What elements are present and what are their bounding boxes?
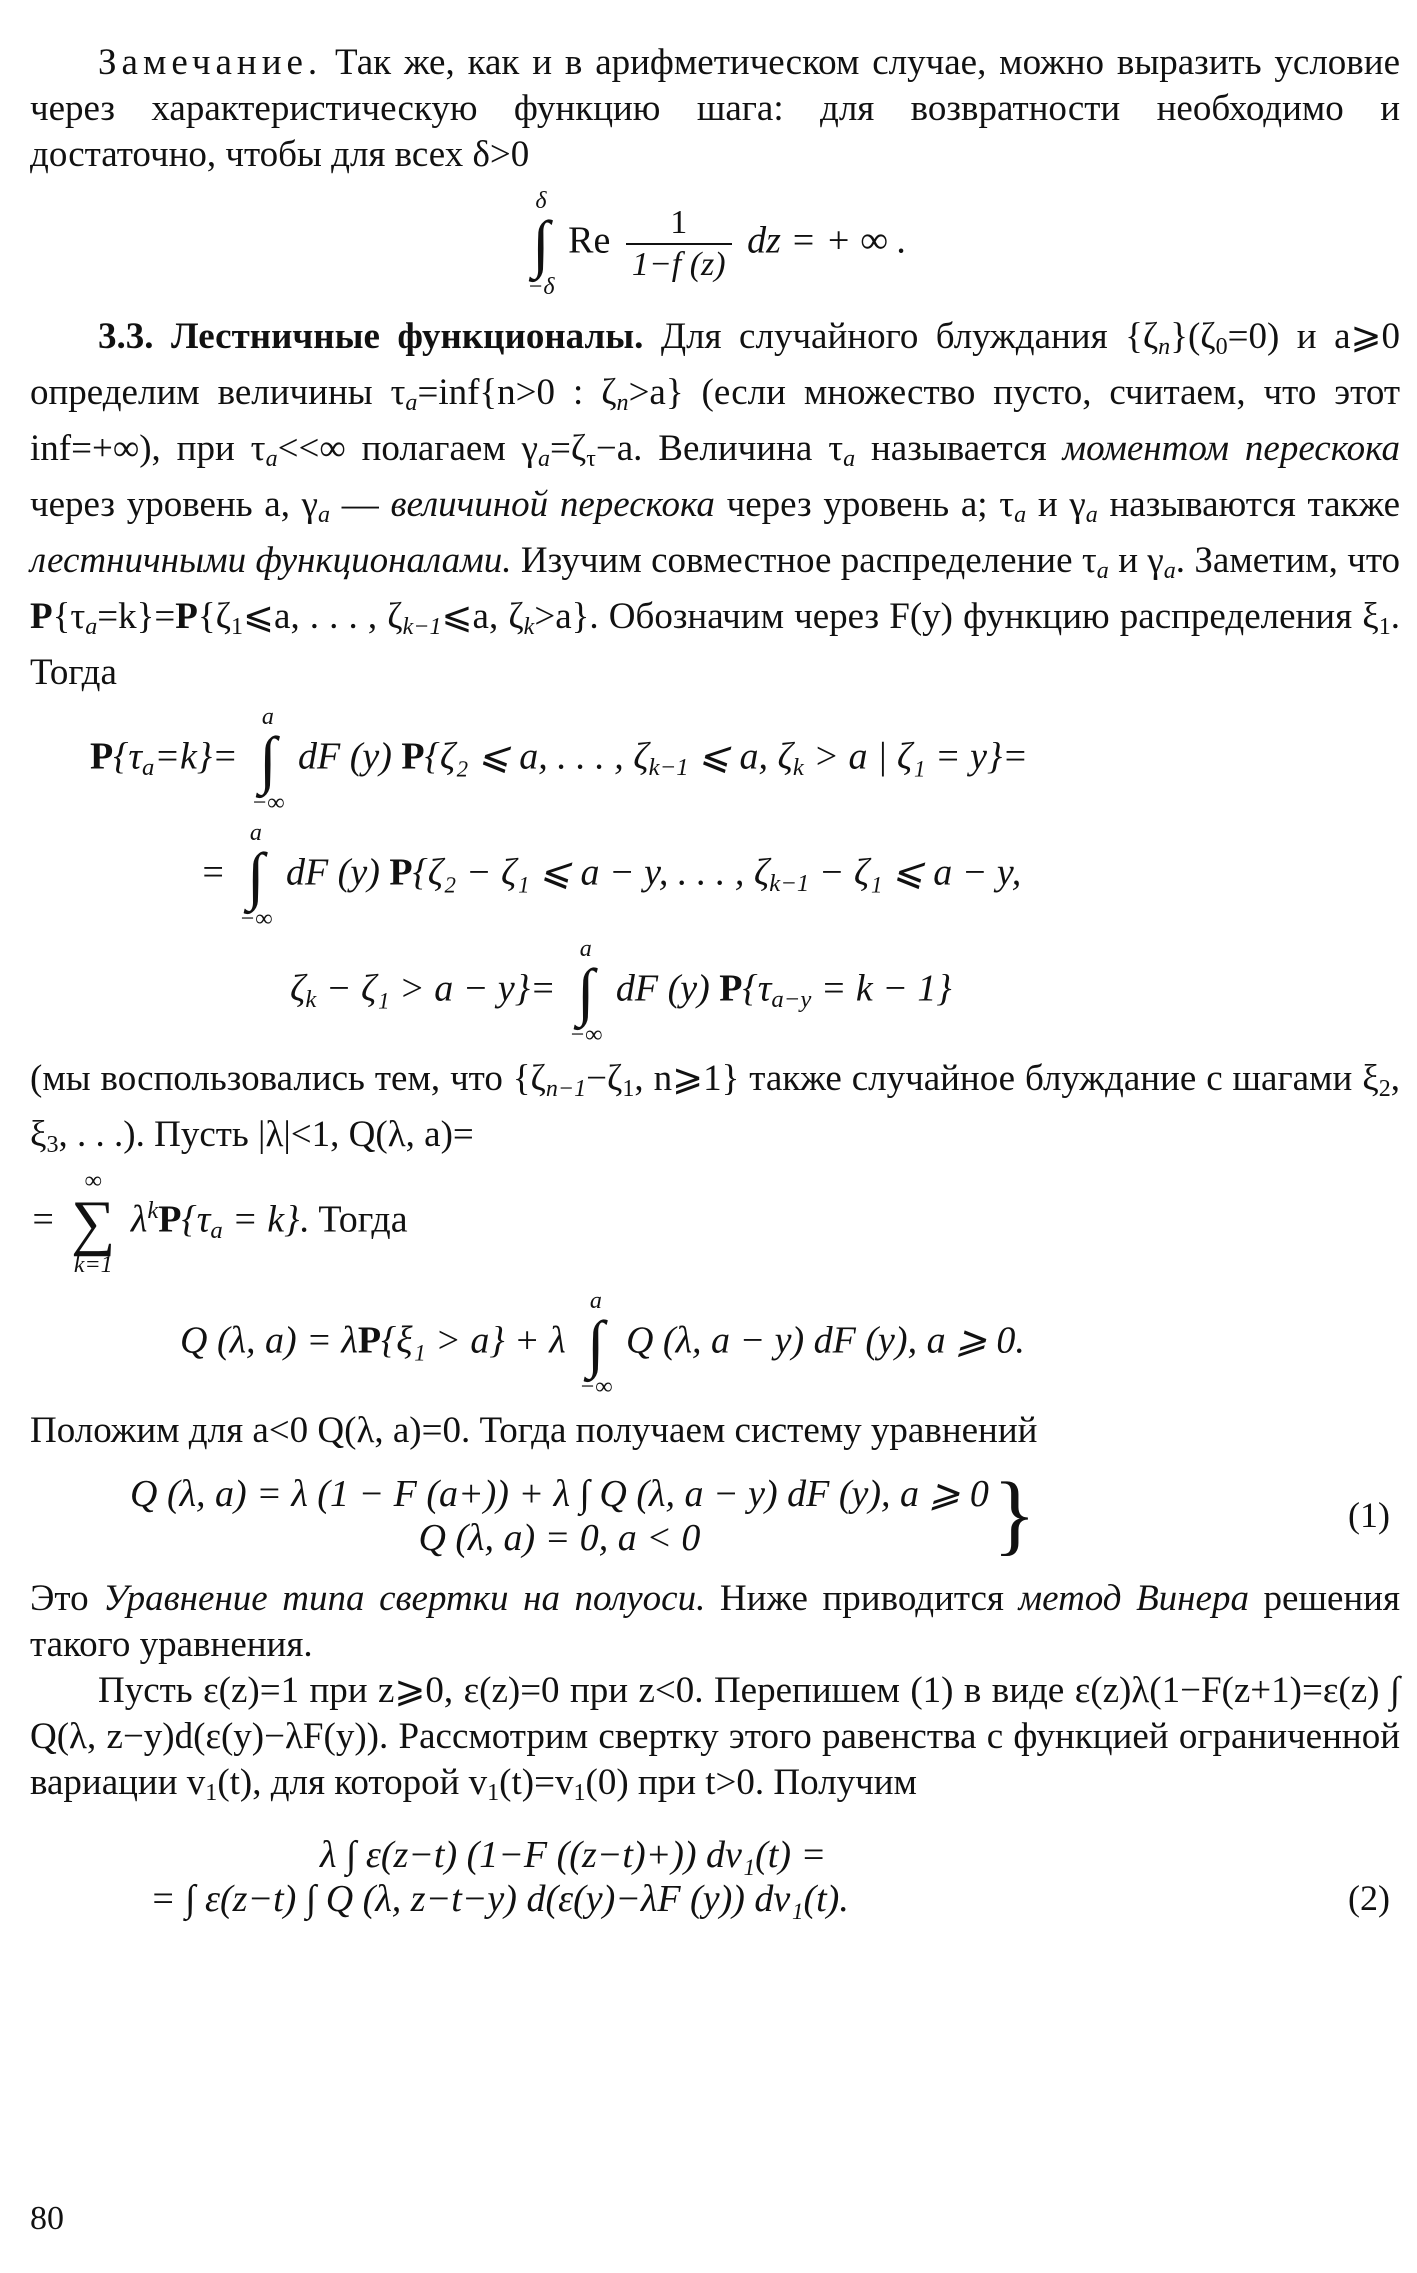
formula-tau-prob-2: = a ∫ −∞ dF (y) P{ζ₂ − ζ₁ ⩽ a − y, . . . , $\zeta_{k-1} - \zeta_1$ ⩽ a − y,: [200, 820, 1022, 932]
integral-sign: a ∫ −∞: [239, 820, 273, 932]
integral-sign: a ∫ −∞: [579, 1288, 613, 1400]
equation-system-1: Q (λ, a) = λ (1 − F (a+)) + λ ∫ Q (λ, a − y) dF (y), a ⩾ 0 Q (λ, a) = 0, a < 0 } (1): [130, 1465, 1390, 1564]
epsilon-paragraph: Пусть ε(z)=1 при z⩾0, ε(z)=0 при z<0. Перепишем (1) в виде ε(z)λ(1−F(z+1)=ε(z) ∫ Q(λ, z−y)d(ε(y)−λF(y)). Рассмотрим свертку этого равенства с функцией ограниченной вариации $v_1(t)$, для которой $v_1(t)=v_1(0)$ при t>0. Получим: [30, 1670, 1400, 1806]
brace: }: [992, 1465, 1037, 1564]
remark-lead: Замечание.: [98, 42, 323, 83]
formula-generating-sum: = ∞ ∑ k=1 $\lambda^kP\{\tau_a = k\}$. Тогда: [30, 1168, 408, 1278]
equation-number-1: (1): [1348, 1495, 1390, 1535]
term-ladder-functionals: лестничными функционалами.: [30, 540, 512, 581]
remark-text: Так же, как и в арифметическом случае, можно выразить условие через характеристическую функцию шага: для возвратности необходимо и достаточно, чтобы для всех δ>0: [30, 42, 1401, 175]
page-content: [30, 40, 1400, 1932]
convolution-paragraph: Это Уравнение типа свертки на полуоси. Ниже приводится метод Винера решения такого уравнения.: [30, 1578, 1400, 1665]
term-overshoot-moment: моментом перескока: [1062, 428, 1400, 469]
fraction: $\frac{1}{1-f (z)}$: [626, 203, 732, 285]
remark-paragraph: [30, 40, 1400, 178]
formula-tau-prob-3: $\zeta_k - \zeta_1 > a - y\}=$ a ∫ −∞ dF (y) $P\{\tau_{a-y} = k - 1\}$: [290, 936, 952, 1048]
integral-sign: a ∫ −∞: [251, 704, 285, 816]
system-paragraph: Положим для a<0 Q(λ, a)=0. Тогда получаем систему уравнений: [30, 1410, 1038, 1451]
random-walk-paragraph: (мы воспользовались тем, что {$\zeta_{n-1}-\zeta_1$, n⩾1} также случайное блуждание с шагами $\xi_2$, $\xi_3$, . . .). Пусть |λ|<1, Q(λ, a)=: [30, 1058, 1400, 1158]
formula-q-equation: Q (λ, a) = λP{ξ₁ > a} + λ a ∫ −∞ Q (λ, a − y) dF (y), a ⩾ 0.: [180, 1288, 1025, 1400]
integral-sign: δ ∫ −δ: [527, 188, 555, 300]
equation-2: λ ∫ ε(z−t) (1−F ((z−t)+)) dv₁(t) = = ∫ ε(z−t) ∫ Q (λ, z−t−y) d(ε(y)−λF (y)) dv₁(t). (2): [150, 1834, 1390, 1920]
equation-number-2: (2): [1348, 1878, 1390, 1918]
integral-sign: a ∫ −∞: [569, 936, 603, 1048]
ladder-paragraph: 3.3. Лестничные функционалы. Для случайного блуждания $\{\zeta_n\}(\zeta_0=0)$ и a⩾0 определим величины $\tau_a=inf\{n>0$ : $\zeta_n>a$} (если множество пусто, считаем, что этот inf=+∞), при $\tau_a<<\infty$ полагаем $\gamma_a=\zeta_\tau-a$. Величина $\tau_a$ называется моментом перескока через уровень a, $\gamma_a$ — величиной перескока через уровень a; $\tau_a$ и $\gamma_a$ называются также лестничными функционалами. Изучим совместное распределение $\tau_a$ и $\gamma_a$. Заметим, что $P\{\tau_a=k\}=P\{\zeta_1⩽a$, . . . , $\zeta_{k-1}⩽a$, $\zeta_k>a$}. Обозначим через F(y) функцию распределения $\xi_1$. Тогда: [30, 316, 1401, 693]
formula-recurrence-integral: δ ∫ −δ Re $\frac{1}{1-f (z)}$ dz = + ∞ .: [527, 188, 907, 300]
page-number: 80: [30, 2200, 64, 2237]
formula-tau-prob-1: $P\{\tau_a=k\}=$ a ∫ −∞ dF (y) P{ζ₂ ⩽ a, . . . , $\zeta_{k-1}$ ⩽ a, $\zeta_k > a$ | ζ₁ = y}=: [90, 704, 1028, 816]
sum-sign: ∞ ∑ k=1: [71, 1168, 116, 1278]
section-title: 3.3. Лестничные функционалы.: [98, 316, 644, 357]
term-overshoot-value: величиной перескока: [390, 484, 715, 525]
